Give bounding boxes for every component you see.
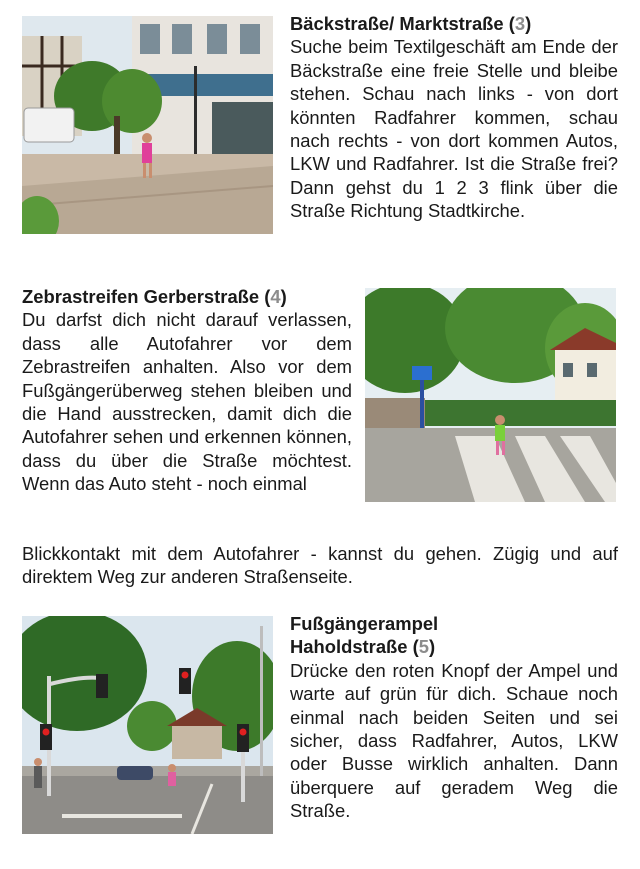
section-5-heading-line1: Fußgängerampel xyxy=(290,613,439,634)
photo-baeckstrasse xyxy=(22,16,273,234)
section-3-heading: Bäckstraße/ Marktstraße (3) xyxy=(290,13,532,34)
section-5-text-block xyxy=(290,612,618,823)
section-4-number: 4 xyxy=(270,286,281,307)
section-3-number: 3 xyxy=(514,13,526,34)
section-4-text-continued xyxy=(22,542,618,589)
section-5-number: 5 xyxy=(418,636,429,658)
section-3-body: Suche beim Textilgeschäft am Ende der Bäckstraße eine freie Stelle und bleibe stehen. Schau nach links - von dort könnten Radfahrer kommen, schau nach rechts - von dort kommen Autos, LKW und Radfahrer. Ist die Straße frei? Dann gehst du 1 2 3 flink über die Straße Richtung Stadtkirche. xyxy=(290,36,618,222)
section-4-body: Du darfst dich nicht darauf verlassen, dass alle Autofahrer vor dem Zebrastreifen anhalten. Also vor dem Fußgängerüberweg stehen bleiben und die Hand ausstrecken, damit dich die Autofahrer sehen und erkennen können, dass du über die Straße möchtest. Wenn das Auto steht - noch einmal xyxy=(22,309,352,495)
section-5-body: Drücke den roten Knopf der Ampel und warte auf grün für dich. Schaue noch einmal nach beiden Seiten und sei sicher, dass Radfahrer, Autos, LKW oder Busse wirklich anhalten. Dann überquere auf geradem Weg die Straße. xyxy=(290,659,618,822)
section-3-title: Bäckstraße/ Marktstraße xyxy=(290,13,504,34)
section-4-body-continued: Blickkontakt mit dem Autofahrer - kannst du gehen. Zügig und auf direktem Weg zur anderen Straßenseite. xyxy=(22,543,618,588)
section-5-heading-line2: Haholdstraße (5) xyxy=(290,636,436,658)
section-3-text-block xyxy=(290,12,618,223)
section-4-heading: Zebrastreifen Gerberstraße (4) xyxy=(22,286,287,307)
photo-zebrastreifen xyxy=(365,288,616,502)
section-5-title: Haholdstraße xyxy=(290,636,408,658)
section-4-title: Zebrastreifen Gerberstraße xyxy=(22,286,260,307)
section-4-text-block xyxy=(22,285,352,496)
photo-fussgaengerampel xyxy=(22,616,273,834)
